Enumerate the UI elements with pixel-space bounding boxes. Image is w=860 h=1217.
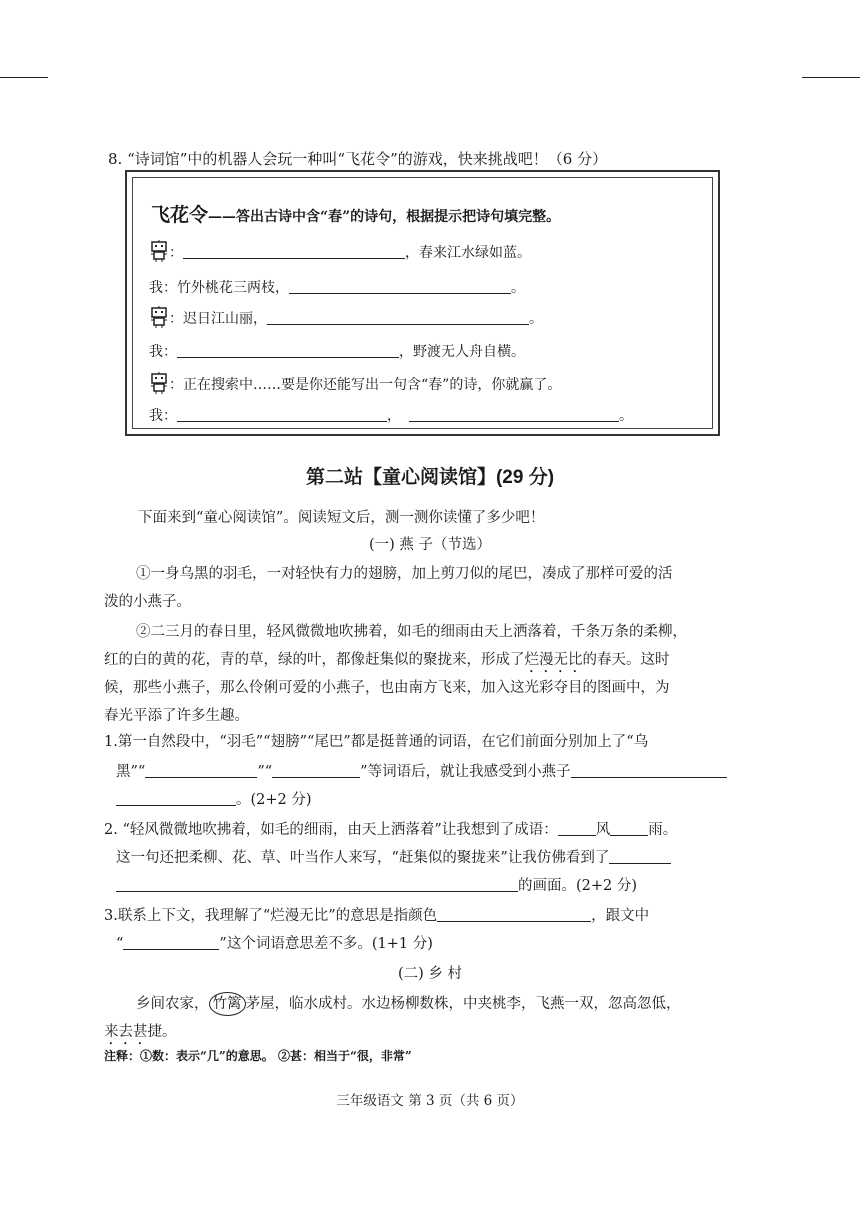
section-1-title: (一) 燕 子（节选） [368,537,492,553]
robot-icon [149,372,169,394]
question-1-line-3: 。(2+2 分) [116,788,312,809]
feihualing-title-main: 飞花令 [151,204,209,226]
answer-blank-q1-d[interactable] [116,789,236,806]
answer-blank-q2-c[interactable] [609,847,671,864]
answer-blank-q2-a[interactable] [558,819,596,836]
answer-blank-6[interactable] [409,405,619,422]
passage-2-line-1: ②二三月的春日里，轻风微微地吹拂着，如毛的细雨由天上洒落着，千条万条的柔柳， [136,624,687,640]
answer-blank-q3-b[interactable] [123,933,219,950]
passage-1-line-1: ①一身乌黑的羽毛，一对轻快有力的翅膀，加上剪刀似的尾巴，凑成了那样可爱的活 [136,566,673,582]
answer-blank-q1-c[interactable] [571,761,727,778]
answer-blank-q1-b[interactable] [272,761,360,778]
feihualing-title [151,200,560,227]
answer-blank-1[interactable] [183,242,405,259]
question-2-line-2: 这一句还把柔柳、花、草、叶当作人来写，“赶集似的聚拢来”让我仿佛看到了 [116,846,671,867]
annotation-note: 注释：①数：表示“几”的意思。 ②甚：相当于“很，非常” [104,1049,412,1063]
question-1-line-1: 1.第一自然段中，“羽毛”“翅膀”“尾巴”都是挺普通的词语，在它们前面分别加上了“乌 [104,734,649,750]
answer-blank-5[interactable] [177,405,387,422]
poem-row-2: 我：竹外桃花三两枝， 。 [149,276,525,300]
answer-blank-q2-d[interactable] [116,875,518,892]
answer-blank-q3-a[interactable] [437,905,591,922]
answer-blank-q1-a[interactable] [145,761,257,778]
answer-blank-3[interactable] [267,308,529,325]
reading-intro: 下面来到“童心阅读馆”。阅读短文后，测一测你读懂了多少吧！ [138,510,545,526]
dotted-word: 烂漫无比 [524,652,583,668]
village-line-2: 来去甚捷。 [104,1024,177,1040]
poem-row-6: 我： ， 。 [149,404,633,428]
feihualing-title-rest: ——答出古诗中含“春”的诗句，根据提示把诗句填完整。 [208,209,561,225]
passage-2-line-3: 候，那些小燕子，那么伶俐可爱的小燕子，也由南方飞来，加入这光彩夺目的图画中，为 [104,680,670,696]
circled-word: 竹篱 [209,992,246,1016]
section-2-title: (二) 乡 村 [397,966,463,982]
page-footer: 三年级语文 第 3 页（共 6 页） [336,1093,524,1109]
feihualing-box [125,170,720,436]
question-2-line-1: 2. “轻风微微地吹拂着，如毛的细雨，由天上洒落着”让我想到了成语： 风 雨。 [104,818,677,839]
answer-blank-4[interactable] [177,341,399,358]
passage-1-line-2: 泼的小燕子。 [104,594,191,610]
crop-mark-left [0,77,48,78]
station-2-title: 第二站【童心阅读馆】(29 分) [305,467,555,488]
robot-icon [149,306,169,328]
question-3-line-1: 3.联系上下文，我理解了“烂漫无比”的意思是指颜色 ，跟文中 [104,904,649,925]
question-3-line-2: “ ”这个词语意思差不多。(1+1 分) [116,932,433,953]
poem-row-3: ：迟日江山丽， 。 [149,306,543,330]
poem-row-5: ：正在搜索中……要是你还能写出一句含“春”的诗，你就赢了。 [149,372,561,396]
poem-row-1: ： ，春来江水绿如蓝。 [149,240,531,264]
answer-blank-2[interactable] [289,277,511,294]
dotted-word: 来去甚 [104,1024,148,1040]
passage-2-line-4: 春光平添了许多生趣。 [104,708,249,724]
question-8: 8. “诗词馆”中的机器人会玩一种叫“飞花令”的游戏，快来挑战吧！（6 分） [108,150,608,168]
passage-2-line-2: 红的白的黄的花，青的草，绿的叶，都像赶集似的聚拢来，形成了烂漫无比的春天。这时 [104,652,670,668]
crop-mark-right [802,77,860,78]
question-1-line-2: 黑”“ ”“ ”等词语后，就让我感受到小燕子 [116,760,727,781]
poem-row-4: 我： ，野渡无人舟自横。 [149,340,525,364]
answer-blank-q2-b[interactable] [610,819,648,836]
robot-icon [149,240,169,262]
village-line-1: 乡间农家， 竹篱 茅屋，临水成村。水边杨柳数株，中夹桃李，飞燕一双，忽高忽低， [136,992,681,1016]
question-2-line-3: 的画面。(2+2 分) [116,874,637,895]
